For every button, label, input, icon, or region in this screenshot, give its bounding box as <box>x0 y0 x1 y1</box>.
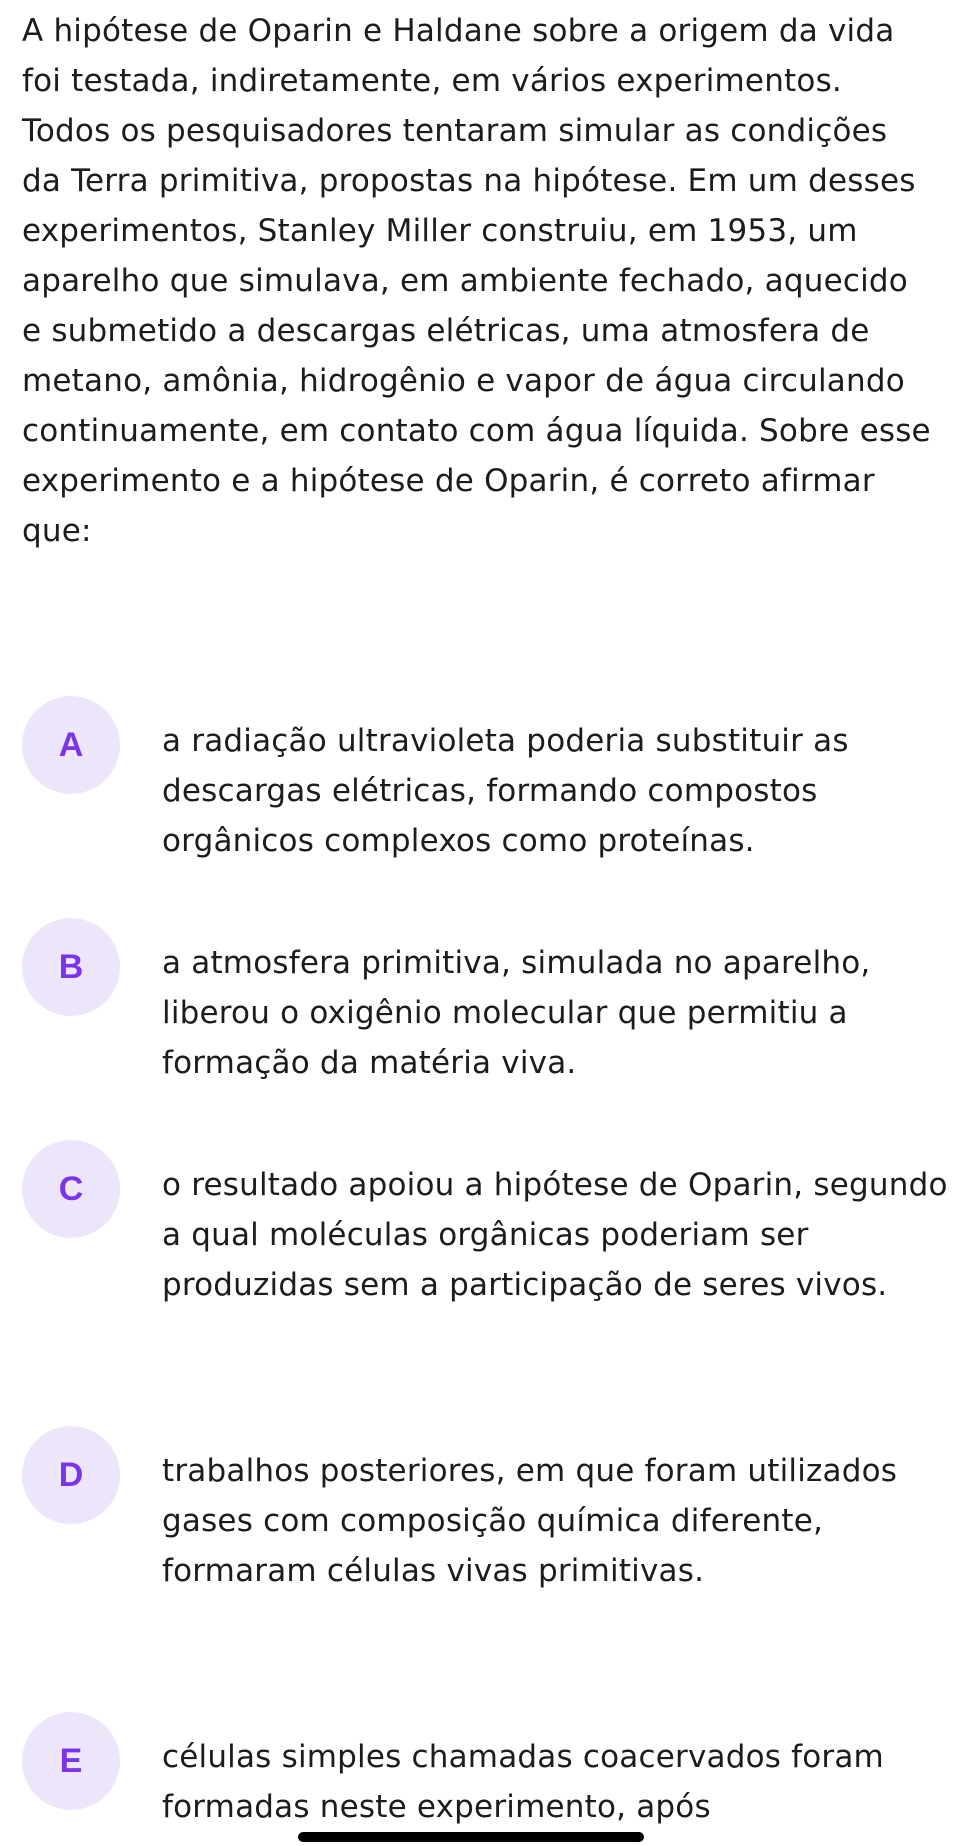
alternative-letter-b[interactable]: B <box>22 918 120 1016</box>
alternative-text-a[interactable]: a radiação ultravioleta poderia substituir as descargas elétricas, formando compostos orgânicos complexos como proteínas. <box>162 723 849 859</box>
home-indicator[interactable] <box>298 1832 644 1842</box>
alternative-letter-a[interactable]: A <box>22 696 120 794</box>
alternative-text-b[interactable]: a atmosfera primitiva, simulada no aparelho, liberou o oxigênio molecular que permitiu a formação da matéria viva. <box>162 945 871 1081</box>
alternative-letter-e[interactable]: E <box>22 1712 120 1810</box>
alternative-letter-c[interactable]: C <box>22 1140 120 1238</box>
alternative-text-e[interactable]: células simples chamadas coacervados foram formadas neste experimento, após <box>162 1739 884 1825</box>
alternative-text-d[interactable]: trabalhos posteriores, em que foram utilizados gases com composição química diferente, formaram células vivas primitivas. <box>162 1453 898 1589</box>
question-text: A hipótese de Oparin e Haldane sobre a origem da vida foi testada, indiretamente, em vários experimentos. Todos os pesquisadores tentaram simular as condições da Terra primitiva, propostas na hipótese. Em um desses experimentos, Stanley Miller construiu, em 1953, um aparelho que simulava, em ambiente fechado, aquecido e submetido a descargas elétricas, uma atmosfera de metano, amônia, hidrogênio e vapor de água circulando continuamente, em contato com água líquida. Sobre esse experimento e a hipótese de Oparin, é correto afirmar que: <box>22 13 931 549</box>
alternative-text-c[interactable]: o resultado apoiou a hipótese de Oparin, segundo a qual moléculas orgânicas poderiam ser produzidas sem a participação de seres vivos. <box>162 1167 948 1303</box>
alternative-letter-d[interactable]: D <box>22 1426 120 1524</box>
